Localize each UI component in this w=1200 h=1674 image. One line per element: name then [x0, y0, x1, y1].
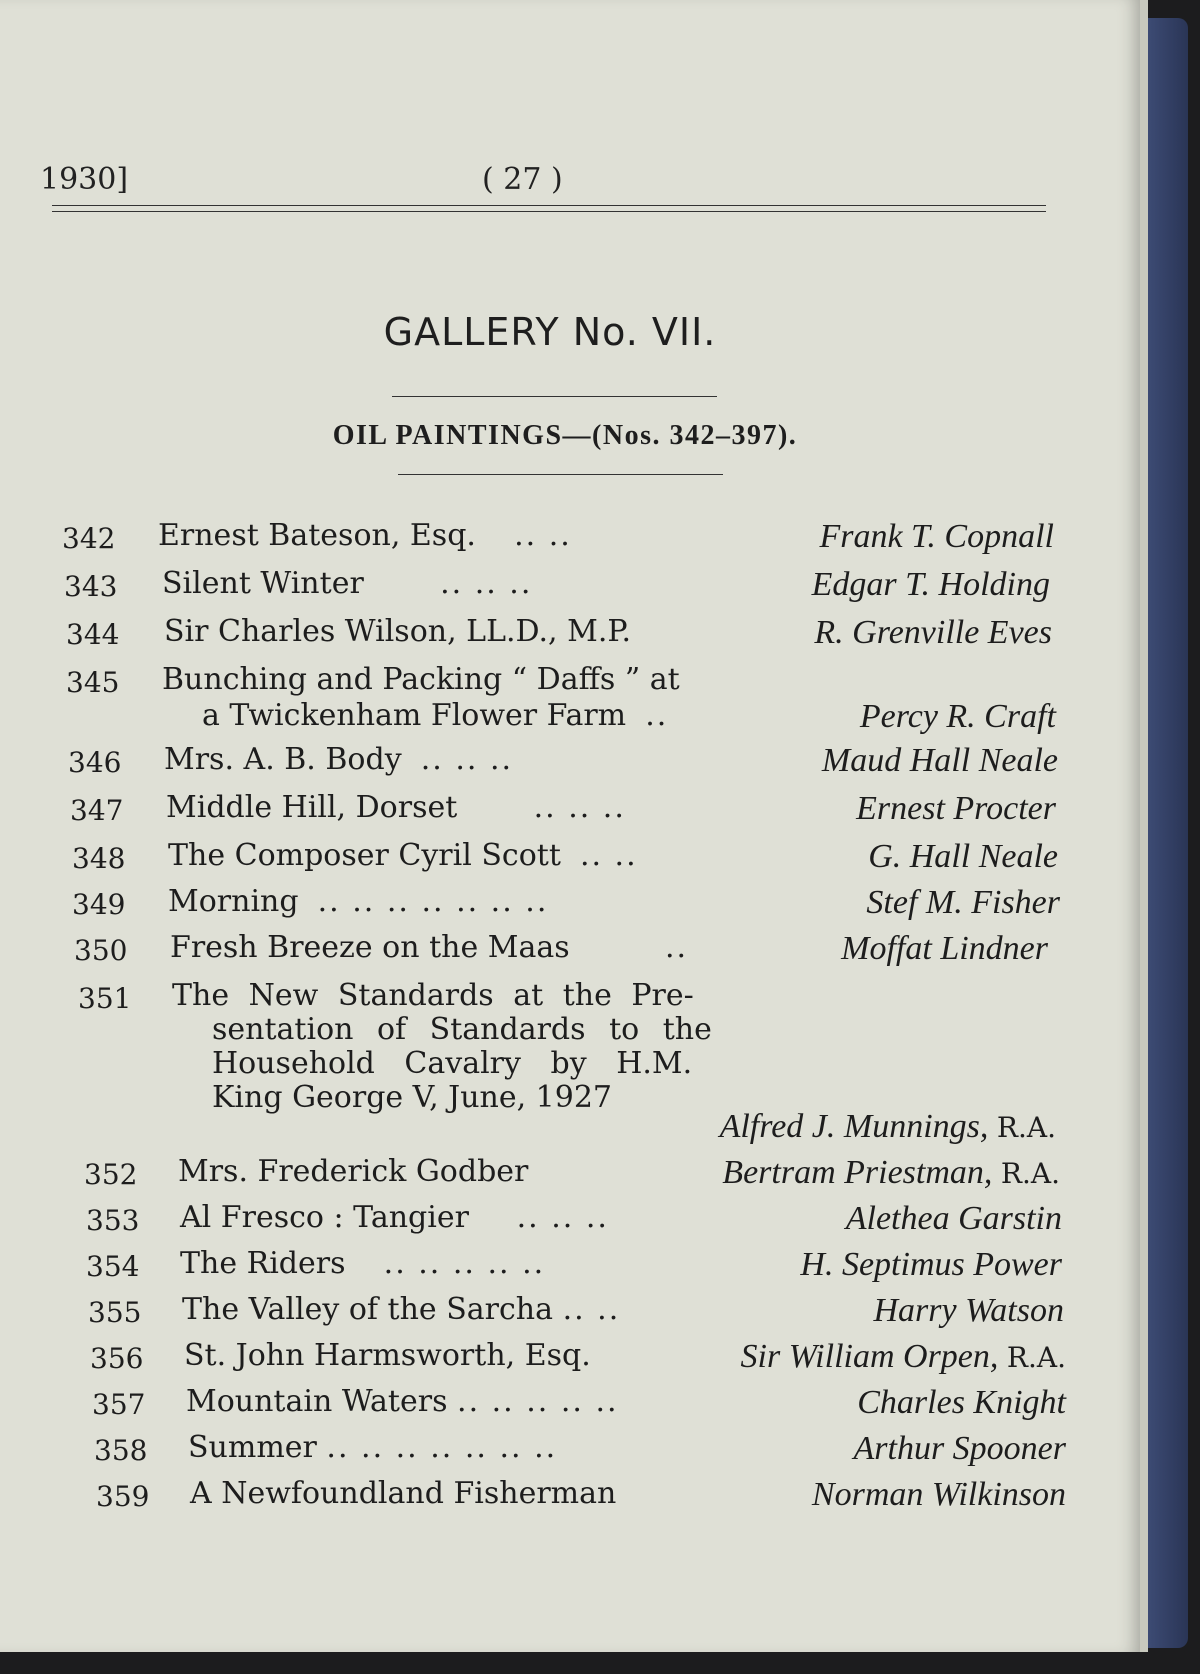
list-item [70, 790, 1070, 836]
artist-name: Edgar T. Holding [811, 566, 1050, 603]
catalogue-number: 351 [78, 982, 132, 1015]
list-item [84, 1154, 1084, 1200]
title-divider [392, 396, 717, 397]
catalogue-number: 348 [72, 842, 126, 875]
catalogue-number: 347 [70, 794, 124, 827]
painting-title: Mountain Waters .. .. .. .. .. [186, 1384, 619, 1419]
list-item [72, 838, 1072, 884]
catalogue-number: 346 [68, 746, 122, 779]
artist-name: H. Septimus Power [800, 1246, 1062, 1283]
catalogue-number: 343 [64, 570, 118, 603]
artist-name: Moffat Lindner [841, 930, 1048, 967]
artist-name: Norman Wilkinson [811, 1476, 1066, 1513]
list-item [62, 518, 1062, 564]
artist-name: Percy R. Craft [859, 698, 1056, 735]
gallery-title: GALLERY No. VII. [383, 310, 717, 354]
painting-title: Morning .. .. .. .. .. .. .. [168, 884, 549, 919]
artist-name: Alethea Garstin [845, 1200, 1062, 1237]
list-item [86, 1246, 1086, 1292]
artist-name: Harry Watson [873, 1292, 1064, 1329]
catalogue-number: 354 [86, 1250, 140, 1283]
artist-name: Bertram Priestman, R.A. [722, 1154, 1060, 1191]
list-item [66, 662, 1066, 742]
artist-name: Maud Hall Neale [821, 742, 1058, 779]
page-number: ( 27 ) [482, 162, 563, 197]
painting-title: Ernest Bateson, Esq. .. .. [158, 518, 572, 553]
artist-name: G. Hall Neale [868, 838, 1058, 875]
painting-title: The Composer Cyril Scott .. .. [168, 838, 638, 873]
painting-title: Al Fresco : Tangier .. .. .. [180, 1200, 609, 1235]
artist-name: Alfred J. Munnings, R.A. [719, 1108, 1056, 1145]
section-title: OIL PAINTINGS—(Nos. 342–397). [332, 420, 798, 451]
catalogue-number: 353 [86, 1204, 140, 1237]
list-item [86, 1200, 1086, 1246]
painting-title: A Newfoundland Fisherman [190, 1476, 617, 1511]
catalogue-number: 356 [90, 1342, 144, 1375]
artist-name: Charles Knight [857, 1384, 1066, 1421]
painting-title-line: sentation of Standards to the [212, 1012, 712, 1047]
artist-name: Ernest Procter [856, 790, 1056, 827]
catalogue-number: 359 [96, 1480, 150, 1513]
painting-title: Mrs. Frederick Godber [178, 1154, 529, 1189]
painting-title: Fresh Breeze on the Maas .. [170, 930, 689, 965]
artist-name: Sir William Orpen, R.A. [740, 1338, 1066, 1375]
catalogue-number: 357 [92, 1388, 146, 1421]
catalogue-number: 349 [72, 888, 126, 921]
painting-title: St. John Harmsworth, Esq. [184, 1338, 591, 1373]
list-item [90, 1338, 1090, 1384]
catalogue-number: 358 [94, 1434, 148, 1467]
painting-title-line: Bunching and Packing “ Daffs ” at [162, 662, 680, 697]
painting-title: Mrs. A. B. Body .. .. .. [164, 742, 514, 777]
artist-name: Frank T. Copnall [819, 518, 1054, 555]
list-item [94, 1430, 1094, 1476]
list-item [66, 614, 1066, 660]
running-header-year: 1930] [40, 162, 129, 197]
catalogue-number: 355 [88, 1296, 142, 1329]
list-item [68, 742, 1068, 788]
painting-title-line: a Twickenham Flower Farm .. [202, 698, 669, 733]
list-item [64, 566, 1064, 612]
list-item [88, 1292, 1088, 1338]
list-item [96, 1476, 1096, 1522]
painting-title: Middle Hill, Dorset .. .. .. [166, 790, 626, 825]
artist-name: Stef M. Fisher [866, 884, 1060, 921]
artist-name: R. Grenville Eves [814, 614, 1052, 651]
painting-title: Sir Charles Wilson, LL.D., M.P. [164, 614, 632, 649]
catalogue-number: 344 [66, 618, 120, 651]
header-rule-top [52, 205, 1046, 206]
catalogue-number: 352 [84, 1158, 138, 1191]
painting-title: The Valley of the Sarcha .. .. [182, 1292, 621, 1327]
list-item [72, 884, 1072, 930]
list-item [78, 978, 1078, 1145]
painting-title-line: King George V, June, 1927 [212, 1080, 613, 1115]
catalogue-number: 342 [62, 522, 116, 555]
painting-title: Silent Winter .. .. .. [162, 566, 533, 601]
painting-title: Summer .. .. .. .. .. .. .. [188, 1430, 558, 1465]
list-item [92, 1384, 1092, 1430]
painting-title-line: Household Cavalry by H.M. [212, 1046, 693, 1081]
painting-title-line: The New Standards at the Pre- [172, 978, 694, 1013]
catalogue-number: 350 [74, 934, 128, 967]
section-divider [398, 474, 723, 475]
list-item [74, 930, 1074, 976]
catalogue-number: 345 [66, 666, 120, 699]
painting-title: The Riders .. .. .. .. .. [180, 1246, 546, 1281]
artist-name: Arthur Spooner [853, 1430, 1066, 1467]
header-rule-bottom [52, 211, 1046, 212]
